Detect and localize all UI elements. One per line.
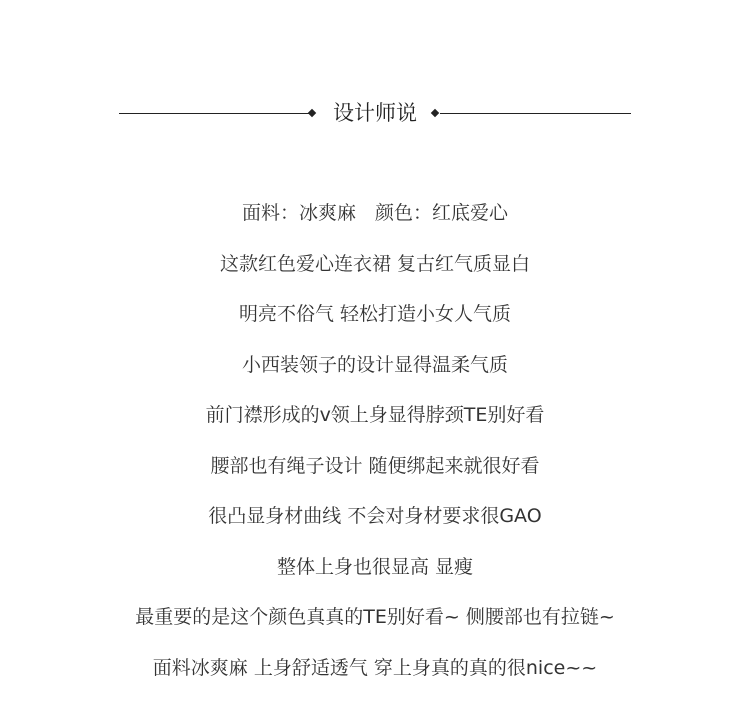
section-header <box>0 96 750 132</box>
description-line: 整体上身也很显高 显瘦 <box>0 551 750 602</box>
description-line: 明亮不俗气 轻松打造小女人气质 <box>0 298 750 349</box>
description-line: 面料冰爽麻 上身舒适透气 穿上身真的真的很nice~~ <box>0 652 750 702</box>
diamond-ornament-right-icon <box>431 109 439 117</box>
description-line: 小西装领子的设计显得温柔气质 <box>0 349 750 400</box>
description-line: 面料：冰爽麻 颜色：红底爱心 <box>0 197 750 248</box>
diamond-ornament-left-icon <box>308 109 316 117</box>
description-line: 这款红色爱心连衣裙 复古红气质显白 <box>0 248 750 299</box>
divider-line-left <box>119 113 310 114</box>
description-line: 腰部也有绳子设计 随便绑起来就很好看 <box>0 450 750 501</box>
description-line: 很凸显身材曲线 不会对身材要求很GAO <box>0 500 750 551</box>
product-description <box>0 197 750 702</box>
section-title: 设计师说 <box>320 99 430 127</box>
description-line: 最重要的是这个颜色真真的TE别好看~ 侧腰部也有拉链~ <box>0 601 750 652</box>
description-line: 前门襟形成的v领上身显得脖颈TE别好看 <box>0 399 750 450</box>
divider-line-right <box>440 113 631 114</box>
